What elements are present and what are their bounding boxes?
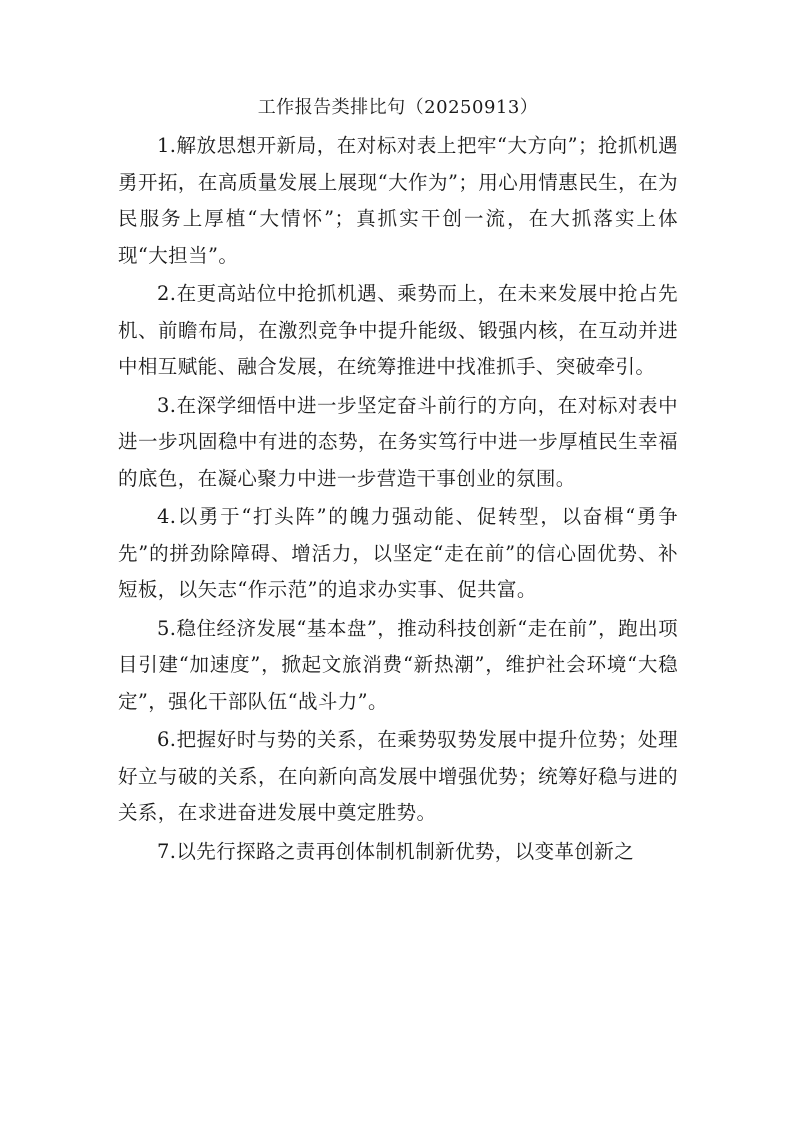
document-title: 工作报告类排比句（20250913）: [257, 97, 539, 118]
paragraph-2: 2.在更高站位中抢抓机遇、乘势而上，在未来发展中抢占先机、前瞻布局，在激烈竞争中提升能级、锻强内核，在互动并进中相互赋能、融合发展，在统筹推进中找准抓手、突破牵引。: [118, 282, 678, 378]
document-page: [118, 94, 678, 872]
paragraph-6: 6.把握好时与势的关系，在乘势驭势发展中提升位势；处理好立与破的关系，在向新向高发展中增强优势；统筹好稳与进的关系，在求进奋进发展中奠定胜势。: [118, 728, 678, 824]
paragraph-3: 3.在深学细悟中进一步坚定奋斗前行的方向，在对标对表中进一步巩固稳中有进的态势，在务实笃行中进一步厚植民生幸福的底色，在凝心聚力中进一步营造干事创业的氛围。: [118, 393, 678, 490]
paragraph-7: 7.以先行探路之责再创体制机制新优势，以变革创新之: [157, 839, 635, 863]
paragraph-4: 4.以勇于“打头阵”的魄力强动能、促转型，以奋楫“勇争先”的拼劲除障碍、增活力，以坚定“走在前”的信心固优势、补短板，以矢志“作示范”的追求办实事、促共富。: [118, 505, 678, 601]
paragraph-5: 5.稳住经济发展“基本盘”，推动科技创新“走在前”，跑出项目引建“加速度”，掀起文旅消费“新热潮”，维护社会环境“大稳定”，强化干部队伍“战斗力”。: [118, 616, 678, 713]
paragraph-1: 1.解放思想开新局，在对标对表上把牢“大方向”；抢抓机遇勇开拓，在高质量发展上展现“大作为”；用心用情惠民生，在为民服务上厚植“大情怀”；真抓实干创一流，在大抓落实上体现“大担当”。: [118, 134, 678, 267]
